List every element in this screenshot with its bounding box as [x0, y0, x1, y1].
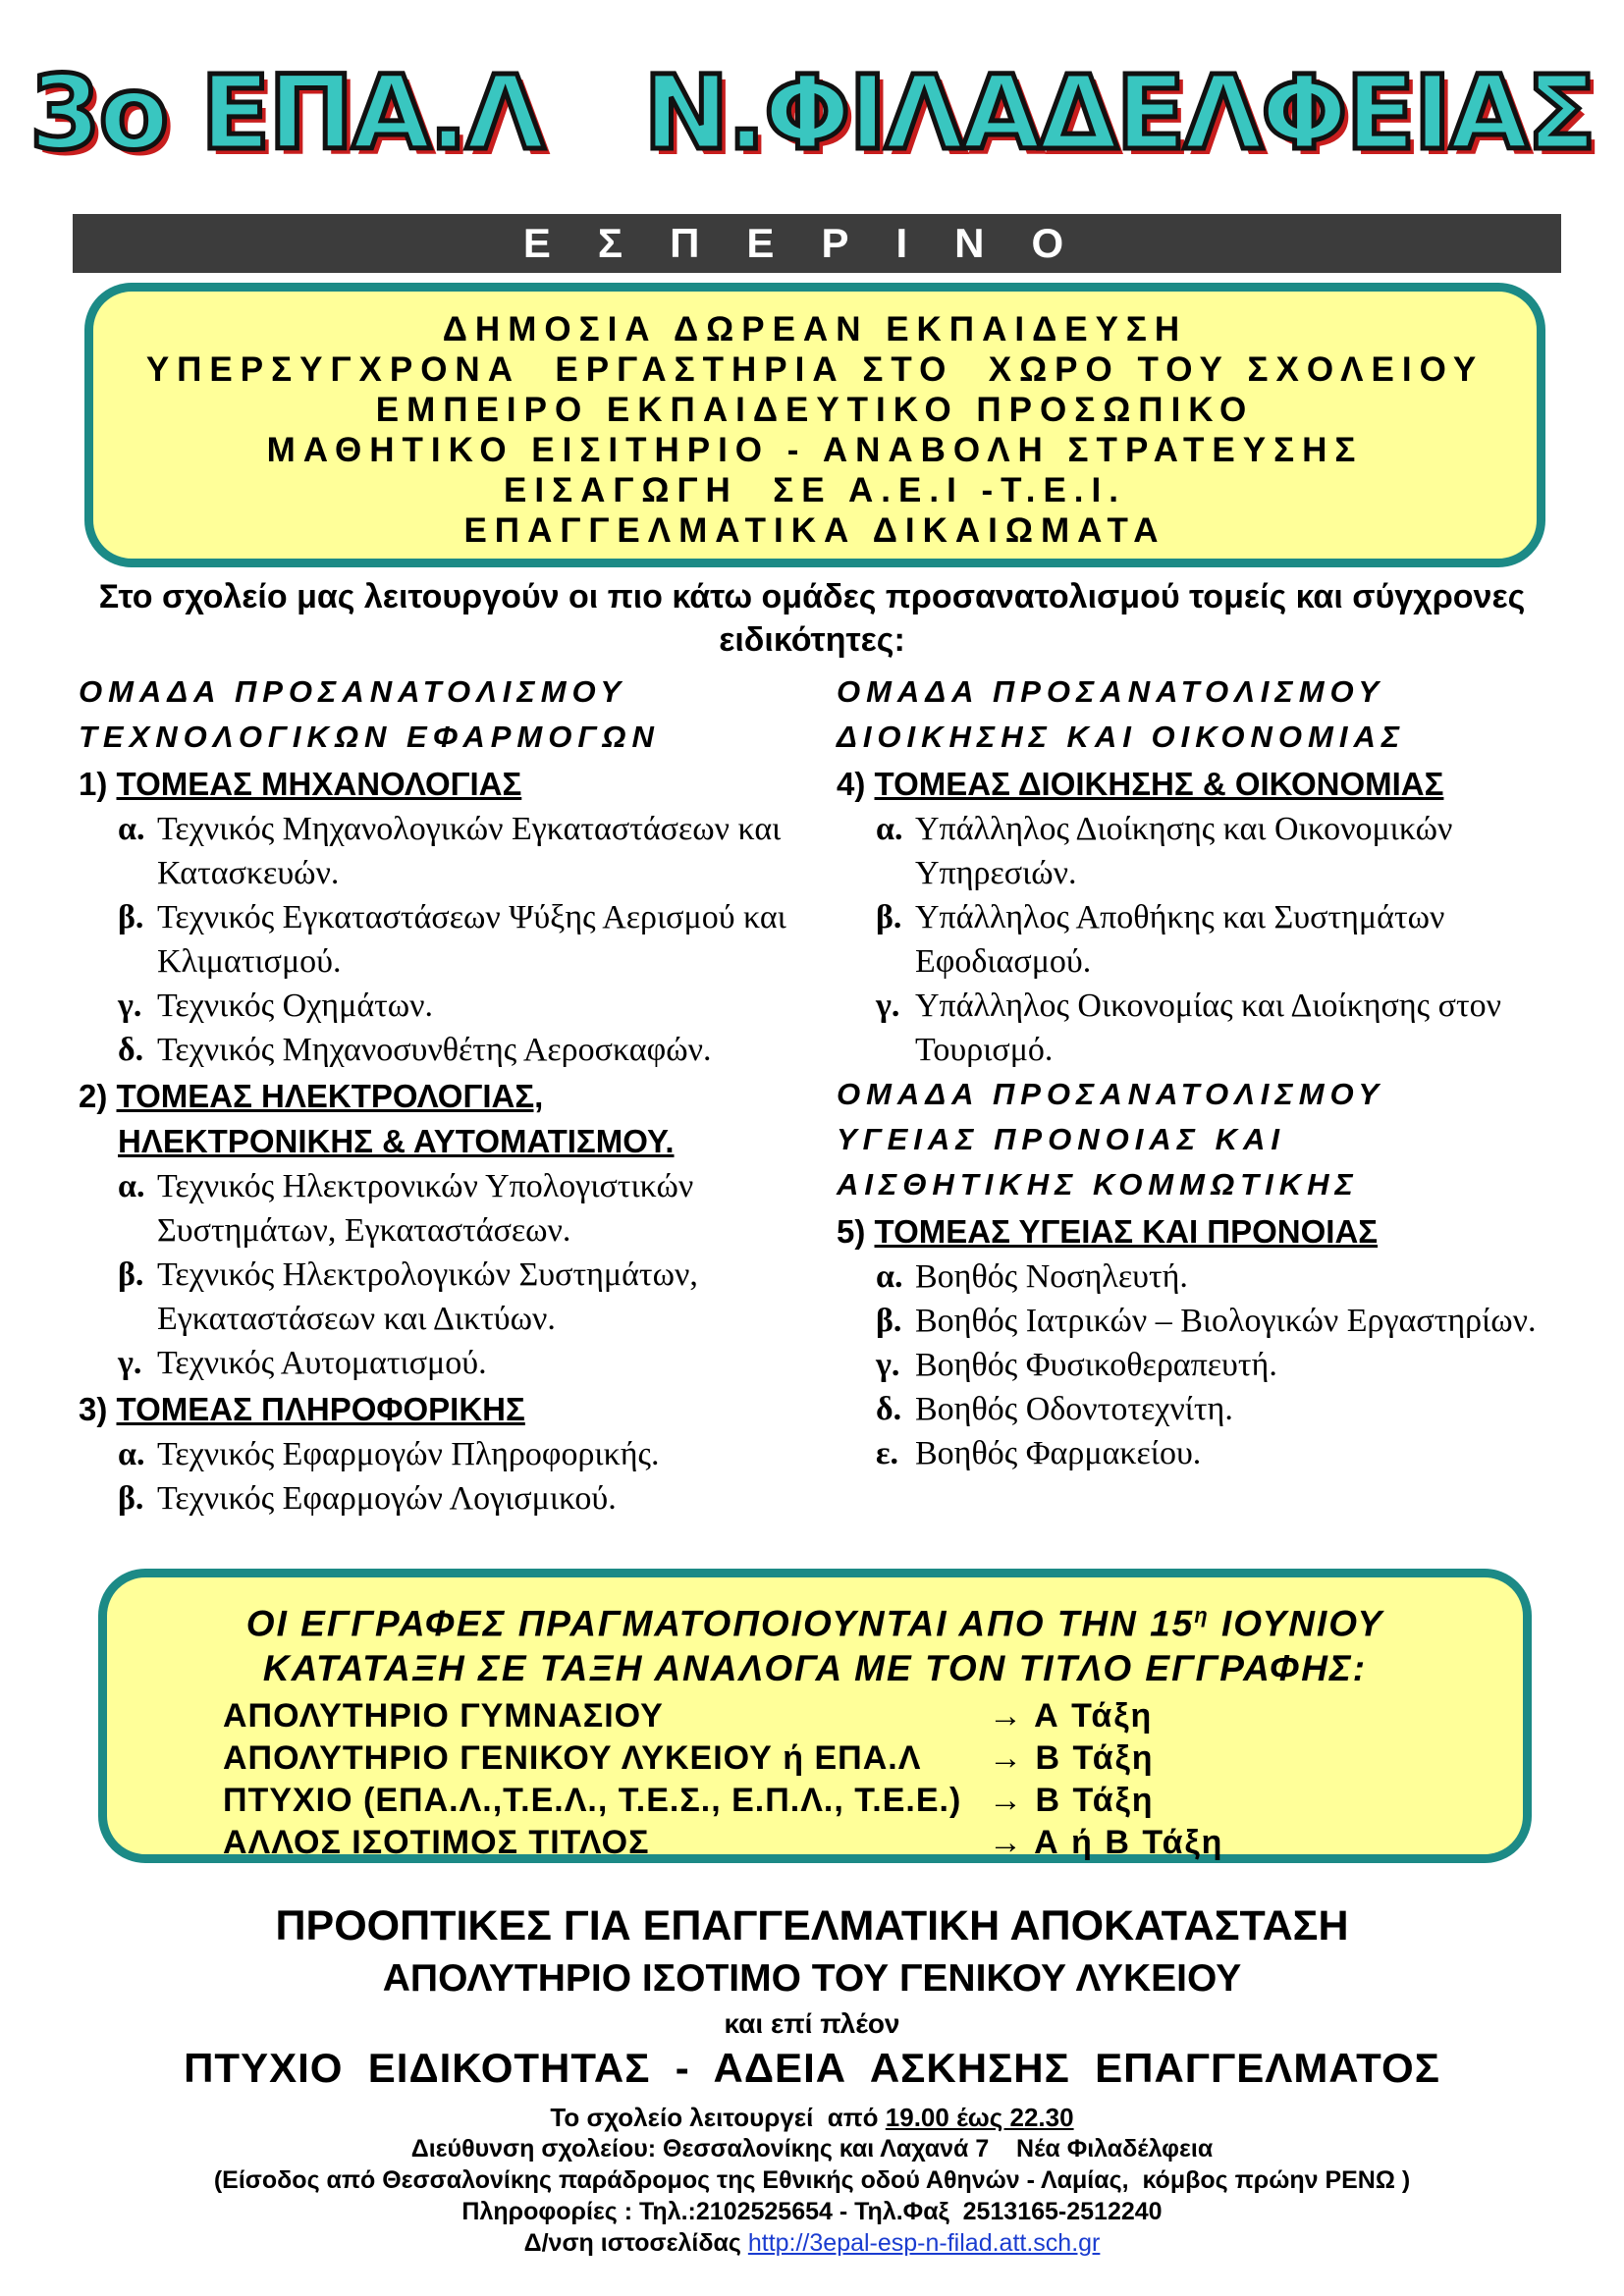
license-heading: ΠΤΥΧΙΟ ΕΙΔΙΚΟΤΗΤΑΣ - ΑΔΕΙΑ ΑΣΚΗΣΗΣ ΕΠΑΓΓΕΛΜΑΤΟΣ	[184, 2045, 1440, 2091]
specialty-item	[79, 1253, 825, 1341]
feature-line: ΔΗΜΟΣΙΑ ΔΩΡΕΑΝ ΕΚΠΑΙΔΕΥΣΗ	[442, 310, 1188, 348]
date-ordinal: η	[1194, 1603, 1210, 1628]
item-text: Τεχνικός Μηχανοσυνθέτης Αεροσκαφών.	[157, 1032, 712, 1068]
entrance-line: (Είσοδος από Θεσσαλονίκης παράδρομος της Εθνικής οδού Αθηνών - Λαμίας, κόμβος πρώην ΡΕΝΩ )	[213, 2166, 1411, 2194]
item-letter: γ.	[118, 988, 142, 1024]
item-text: Τεχνικός Οχημάτων.	[157, 988, 434, 1024]
specialty-item	[837, 984, 1563, 1072]
item-letter: β.	[118, 899, 144, 935]
intro-text: Στο σχολείο μας λειτουργούν οι πιο κάτω ομάδες προσανατολισμού τομείς και σύγχρονες ειδικότητες:	[98, 578, 1526, 659]
sector-title: ΤΟΜΕΑΣ ΗΛΕΚΤΡΟΛΟΓΙΑΣ,	[116, 1078, 544, 1114]
feature-line: ΥΠΕΡΣΥΓΧΡΟΝΑ ΕΡΓΑΣΤΗΡΙΑ ΣΤΟ ΧΩΡΟ ΤΟΥ ΣΧΟΛΕΙΟΥ	[145, 350, 1485, 389]
sector-number: 1)	[79, 766, 108, 802]
item-letter: α.	[118, 1436, 145, 1472]
item-text: Τεχνικός Ηλεκτρονικών Υπολογιστικών Συστημάτων, Εγκαταστάσεων.	[157, 1168, 694, 1249]
hours-label: Το σχολείο λειτουργεί από	[550, 2103, 886, 2132]
registration-month: ΙΟΥΝΙΟΥ	[1209, 1603, 1384, 1644]
sector-heading	[837, 762, 1563, 807]
item-letter: β.	[118, 1480, 144, 1517]
item-letter: α.	[876, 1258, 903, 1295]
item-text: Υπάλληλος Αποθήκης και Συστημάτων Εφοδιασμού.	[915, 899, 1445, 980]
specialty-item	[79, 1432, 825, 1476]
sector-number: 5)	[837, 1213, 866, 1250]
item-text: Βοηθός Νοσηλευτή.	[915, 1258, 1188, 1295]
feature-line: ΕΠΑΓΓΕΛΜΑΤΙΚΑ ΔΙΚΑΙΩΜΑΤΑ	[463, 511, 1166, 550]
placement-row	[107, 1737, 1523, 1780]
sector-title: ΤΟΜΕΑΣ ΔΙΟΙΚΗΣΗΣ & ΟΙΚΟΝΟΜΙΑΣ	[874, 766, 1444, 802]
item-text: Τεχνικός Εγκαταστάσεων Ψύξης Αερισμού και Κλιματισμού.	[157, 899, 786, 980]
registration-date-text: ΟΙ ΕΓΓΡΑΦΕΣ ΠΡΑΓΜΑΤΟΠΟΙΟΥΝΤΑΙ ΑΠΟ ΤΗΝ 15	[245, 1603, 1195, 1644]
placement-row	[107, 1695, 1523, 1737]
group-heading: ΑΙΣΘΗΤΙΚΗΣ ΚΟΜΜΩΤΙΚΗΣ	[837, 1167, 1359, 1201]
group-heading: ΟΜΑΔΑ ΠΡΟΣΑΝΑΤΟΛΙΣΜΟΥ	[79, 674, 627, 709]
certificate-title: ΑΛΛΟΣ ΙΣΟΤΙΜΟΣ ΤΙΤΛΟΣ	[223, 1824, 650, 1862]
certificate-title: ΠΤΥΧΙΟ (ΕΠΑ.Λ.,Τ.Ε.Λ., Τ.Ε.Σ., Ε.Π.Λ., Τ.Ε.Ε.)	[223, 1782, 962, 1820]
prospects-heading: ΠΡΟΟΠΤΙΚΕΣ ΓΙΑ ΕΠΑΓΓΕΛΜΑΤΙΚΗ ΑΠΟΚΑΤΑΣΤΑΣΗ	[275, 1902, 1349, 1949]
specialty-item	[79, 1341, 825, 1385]
group-heading: ΔΙΟΙΚΗΣΗΣ ΚΑΙ ΟΙΚΟΝΟΜΙΑΣ	[837, 720, 1406, 754]
item-text: Βοηθός Οδοντοτεχνίτη.	[915, 1391, 1233, 1427]
item-text: Τεχνικός Ηλεκτρολογικών Συστημάτων, Εγκαταστάσεων και Δικτύων.	[157, 1256, 698, 1337]
specialty-item	[79, 807, 825, 895]
sector-heading	[79, 1387, 825, 1432]
website-link[interactable]: http://3epal-esp-n-filad.att.sch.gr	[747, 2229, 1101, 2257]
item-letter: γ.	[118, 1345, 142, 1381]
group-heading: ΟΜΑΔΑ ΠΡΟΣΑΝΑΤΟΛΙΣΜΟΥ	[837, 674, 1385, 709]
sector-title-cont: ΗΛΕΚΤΡΟΝΙΚΗΣ & ΑΥΤΟΜΑΤΙΣΜΟΥ.	[118, 1123, 675, 1159]
group-heading: ΟΜΑΔΑ ΠΡΟΣΑΝΑΤΟΛΙΣΜΟΥ	[837, 1077, 1385, 1111]
feature-line: ΕΙΣΑΓΩΓΗ ΣΕ Α.Ε.Ι -Τ.Ε.Ι.	[504, 471, 1126, 509]
item-letter: δ.	[876, 1391, 902, 1427]
specialty-item	[79, 1476, 825, 1521]
placement-row	[107, 1822, 1523, 1864]
item-text: Βοηθός Φαρμακείου.	[915, 1435, 1202, 1471]
right-column	[837, 669, 1563, 1475]
placement-heading: ΚΑΤΑΤΑΞΗ ΣΕ ΤΑΞΗ ΑΝΑΛΟΓΑ ΜΕ ΤΟΝ ΤΙΤΛΟ ΕΓΓΡΑΦΗΣ:	[262, 1648, 1368, 1689]
feature-line: ΜΑΘΗΤΙΚΟ ΕΙΣΙΤΗΡΙΟ - ΑΝΑΒΟΛΗ ΣΤΡΑΤΕΥΣΗΣ	[266, 431, 1364, 469]
item-text: Τεχνικός Αυτοματισμού.	[157, 1345, 487, 1381]
item-text: Τεχνικός Εφαρμογών Πληροφορικής.	[157, 1436, 660, 1472]
item-letter: γ.	[876, 988, 900, 1024]
diploma-heading: ΑΠΟΛΥΤΗΡΙΟ ΙΣΟΤΙΜΟ ΤΟΥ ΓΕΝΙΚΟΥ ΛΥΚΕΙΟΥ	[382, 1957, 1242, 2000]
sector-number: 3)	[79, 1391, 108, 1427]
address-line: Διεύθυνση σχολείου: Θεσσαλονίκης και Λαχανά 7 Νέα Φιλαδέλφεια	[410, 2135, 1214, 2163]
phones-line: Πληροφορίες : Τηλ.:2102525654 - Τηλ.Φαξ 2513165-2512240	[461, 2198, 1163, 2225]
item-letter: δ.	[118, 1032, 144, 1068]
certificate-title: ΑΠΟΛΥΤΗΡΙΟ ΓΕΝΙΚΟΥ ΛΥΚΕΙΟΥ ή ΕΠΑ.Λ	[223, 1739, 922, 1778]
certificate-title: ΑΠΟΛΥΤΗΡΙΟ ΓΥΜΝΑΣΙΟΥ	[223, 1697, 664, 1735]
specialty-item	[79, 1164, 825, 1253]
placement-row	[107, 1780, 1523, 1822]
item-text: Βοηθός Φυσικοθεραπευτή.	[915, 1347, 1277, 1383]
specialty-item	[837, 1387, 1563, 1431]
registration-heading	[107, 1593, 1523, 1646]
left-column	[79, 669, 825, 1521]
item-letter: β.	[876, 1303, 902, 1339]
additionally-text: και επί πλέον	[724, 2008, 900, 2039]
item-text: Υπάλληλος Οικονομίας και Διοίκησης στον Τουρισμό.	[915, 988, 1501, 1068]
sector-number: 4)	[837, 766, 866, 802]
class-level: → Α ή Β Τάξη	[989, 1824, 1224, 1862]
sector-heading	[79, 1074, 825, 1119]
specialty-item	[79, 895, 825, 984]
specialty-item	[837, 1255, 1563, 1299]
item-letter: ε.	[876, 1435, 899, 1471]
website-label: Δ/νση ιστοσελίδας	[523, 2229, 748, 2257]
specialty-item	[79, 984, 825, 1028]
class-level: → Β Τάξη	[989, 1782, 1155, 1820]
item-text: Βοηθός Ιατρικών – Βιολογικών Εργαστηρίων.	[915, 1303, 1537, 1339]
item-letter: α.	[876, 811, 903, 847]
sector-heading	[79, 762, 825, 807]
sector-title: ΤΟΜΕΑΣ ΜΗΧΑΝΟΛΟΓΙΑΣ	[116, 766, 522, 802]
class-level: → Β Τάξη	[989, 1739, 1155, 1778]
specialty-item	[837, 1299, 1563, 1343]
evening-band: ΕΣΠΕΡΙΝΟ	[73, 214, 1561, 273]
group-heading: ΥΓΕΙΑΣ ΠΡΟΝΟΙΑΣ ΚΑΙ	[837, 1122, 1286, 1156]
specialty-item	[837, 1343, 1563, 1387]
item-text: Υπάλληλος Διοίκησης και Οικονομικών Υπηρεσιών.	[915, 811, 1453, 891]
item-text: Τεχνικός Μηχανολογικών Εγκαταστάσεων και Κατασκευών.	[157, 811, 782, 891]
specialty-item	[837, 807, 1563, 895]
feature-line: ΕΜΠΕΙΡΟ ΕΚΠΑΙΔΕΥΤΙΚΟ ΠΡΟΣΩΠΙΚΟ	[375, 391, 1255, 429]
specialty-item	[837, 895, 1563, 984]
sector-title: ΤΟΜΕΑΣ ΠΛΗΡΟΦΟΡΙΚΗΣ	[116, 1391, 525, 1427]
class-level: → Α Τάξη	[989, 1697, 1154, 1735]
sector-title: ΤΟΜΕΑΣ ΥΓΕΙΑΣ ΚΑΙ ΠΡΟΝΟΙΑΣ	[874, 1213, 1379, 1250]
website-line	[0, 2226, 1624, 2260]
group-heading: ΤΕΧΝΟΛΟΓΙΚΩΝ ΕΦΑΡΜΟΓΩΝ	[79, 720, 660, 754]
specialty-item	[79, 1028, 825, 1072]
features-box	[84, 283, 1545, 567]
school-title: 3ο ΕΠΑ.Λ Ν.ΦΙΛΑΔΕΛΦΕΙΑΣ	[29, 53, 1595, 173]
sector-heading	[837, 1209, 1563, 1255]
sector-number: 2)	[79, 1078, 108, 1114]
registration-box	[98, 1569, 1532, 1863]
item-letter: α.	[118, 1168, 145, 1204]
item-text: Τεχνικός Εφαρμογών Λογισμικού.	[157, 1480, 617, 1517]
item-letter: α.	[118, 811, 145, 847]
item-letter: β.	[876, 899, 902, 935]
specialty-item	[837, 1431, 1563, 1475]
hours-line	[0, 2101, 1624, 2134]
item-letter: β.	[118, 1256, 144, 1293]
hours-value: 19.00 έως 22.30	[885, 2103, 1074, 2132]
item-letter: γ.	[876, 1347, 900, 1383]
